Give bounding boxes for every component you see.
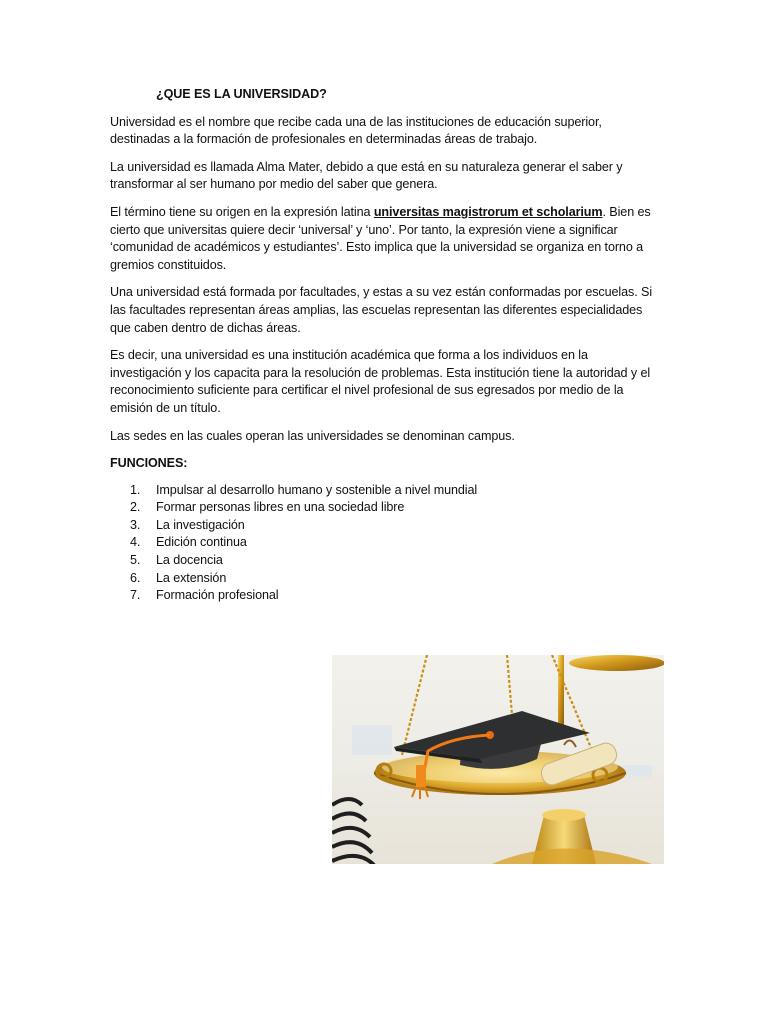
list-item-number: 3.: [130, 517, 141, 532]
paragraph-origin-end: . Bien es cierto que universitas quiere decir ‘universal’ y ‘uno’. Por tanto, la expresión viene a significar ‘comunidad de académicos y estudiantes’. Esto implica que la universidad se organiza en torno a gremios constituidos.: [110, 204, 651, 272]
list-item: [110, 552, 660, 570]
paragraph-campus: Las sedes en las cuales operan las universidades se denominan campus.: [110, 428, 515, 443]
graduation-scale-image: [332, 655, 664, 864]
list-item-number: 5.: [130, 553, 141, 568]
paragraph-origin-start: El término tiene su origen en la expresión latina: [110, 204, 374, 219]
graduation-scale-illustration: [332, 655, 664, 864]
list-item-text: La docencia: [156, 553, 223, 568]
list-item-number: 1.: [130, 482, 141, 497]
list-item-text: La investigación: [156, 517, 245, 532]
paragraph-alma-mater: La universidad es llamada Alma Mater, debido a que está en su naturaleza generar el saber y transformar al ser humano por medio del saber que genera.: [110, 159, 623, 192]
list-item-text: La extensión: [156, 570, 227, 585]
list-item: [110, 499, 660, 517]
list-item: [110, 587, 660, 605]
functions-list: [110, 482, 660, 605]
list-item: [110, 570, 660, 588]
list-item-number: 7.: [130, 588, 141, 603]
list-item: [110, 482, 660, 500]
list-item-number: 2.: [130, 500, 141, 515]
latin-expression-link[interactable]: universitas magistrorum et scholarium: [373, 204, 603, 219]
list-item-text: Edición continua: [156, 535, 247, 550]
paragraph-structure: Una universidad está formada por facultades, y estas a su vez están conformadas por escuelas. Si las facultades representan áreas amplias, las escuelas representan las diferentes especialidades que caben dentro de dichas áreas.: [110, 285, 653, 335]
list-item-text: Impulsar al desarrollo humano y sostenible a nivel mundial: [156, 482, 478, 497]
list-item: [110, 534, 660, 552]
document-title: ¿QUE ES LA UNIVERSIDAD?: [156, 87, 327, 101]
list-item-text: Formación profesional: [156, 588, 279, 603]
list-item-number: 6.: [130, 570, 141, 585]
list-item-number: 4.: [130, 535, 141, 550]
paragraph-origin: [110, 204, 660, 274]
list-item-text: Formar personas libres en una sociedad libre: [156, 500, 405, 515]
paragraph-institution: Es decir, una universidad es una institución académica que forma a los individuos en la investigación y los capacita para la resolución de problemas. Esta institución tiene la autoridad y el reconocimiento suficiente para certificar el nivel profesional de sus egresados por medio de la emisión de un título.: [110, 348, 651, 415]
list-item: [110, 517, 660, 535]
document-body: [110, 86, 660, 605]
paragraph-definition: Universidad es el nombre que recibe cada una de las instituciones de educación superior, destinadas a la formación de profesionales en determinadas áreas de trabajo.: [110, 114, 602, 147]
functions-heading: FUNCIONES:: [110, 456, 188, 471]
